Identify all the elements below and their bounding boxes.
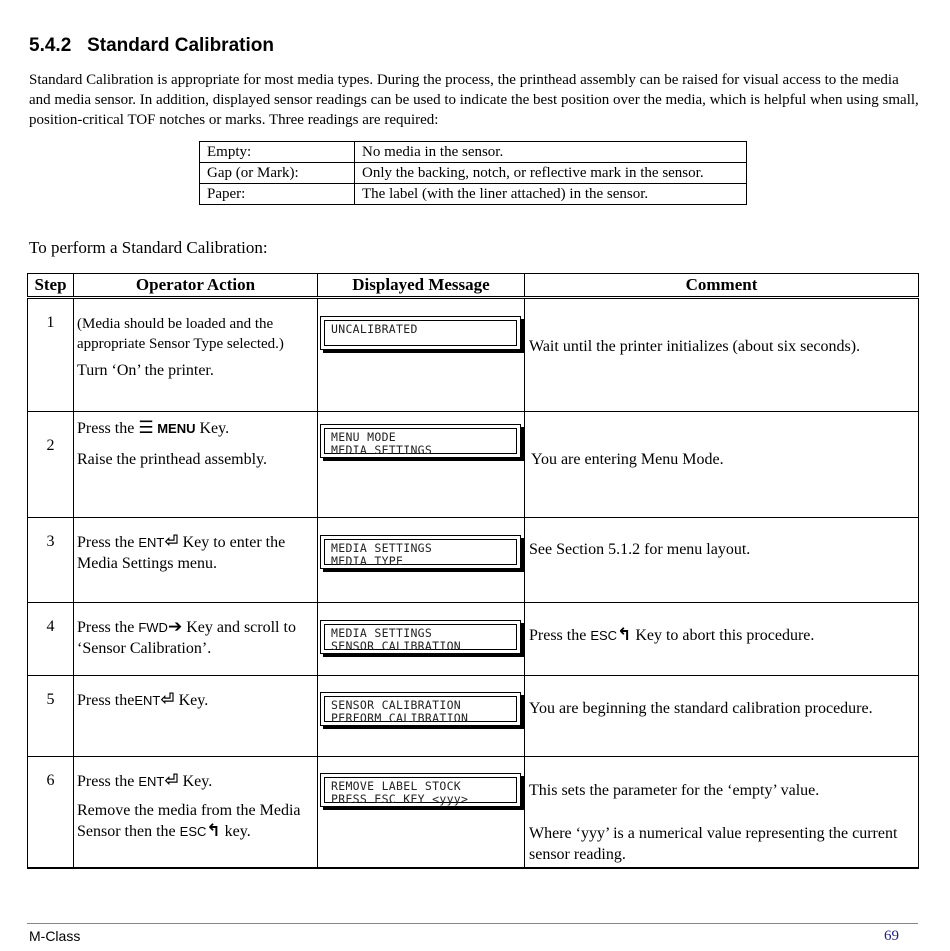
esc-key	[590, 625, 632, 645]
lcd-display	[320, 316, 521, 350]
step-number: 5	[28, 676, 74, 757]
step-number: 2	[28, 412, 74, 518]
comment: Wait until the printer initializes (about six seconds).	[525, 298, 919, 412]
fwd-key	[138, 617, 183, 637]
action-text: Turn ‘On’ the printer.	[77, 362, 214, 379]
table-row	[28, 603, 919, 676]
escape-arrow-icon: ↰	[206, 821, 221, 841]
lcd-line-1: SENSOR CALIBRATION	[331, 698, 462, 712]
step-number: 1	[28, 298, 74, 412]
action-text: Press the	[77, 773, 135, 790]
ent-key	[138, 532, 179, 552]
reading-label: Paper:	[200, 184, 355, 205]
readings-table	[199, 141, 747, 205]
action-text: key.	[224, 823, 251, 840]
comment-text: Where ‘yyy’ is a numerical value representing the current sensor reading.	[529, 825, 898, 863]
displayed-message	[318, 757, 525, 868]
action-text: Key.	[199, 420, 230, 437]
operator-action	[74, 518, 318, 603]
section-heading	[29, 35, 274, 57]
action-text: Press the	[77, 534, 135, 551]
table-row	[28, 518, 919, 603]
table-row	[28, 412, 919, 518]
readings-row	[200, 184, 747, 205]
lcd-line-2: SENSOR CALIBRATION	[331, 638, 462, 653]
operator-action	[74, 412, 318, 518]
action-text: Raise the printhead assembly.	[77, 451, 268, 468]
operator-action	[74, 757, 318, 868]
forward-arrow-icon: ➔	[167, 617, 183, 637]
key-label: ENT	[138, 774, 165, 789]
displayed-message	[318, 676, 525, 757]
key-label: ESC	[590, 628, 618, 643]
header-action: Operator Action	[74, 274, 318, 298]
header-comment: Comment	[525, 274, 919, 298]
menu-list-icon: ☰	[138, 418, 154, 438]
comment: See Section 5.1.2 for menu layout.	[525, 518, 919, 603]
readings-row	[200, 163, 747, 184]
header-message: Displayed Message	[318, 274, 525, 298]
esc-key	[179, 821, 221, 841]
table-row	[28, 298, 919, 412]
enter-arrow-icon: ⏎	[160, 690, 175, 710]
key-label: ENT	[134, 693, 161, 708]
action-text: Key.	[182, 773, 213, 790]
reading-desc: No media in the sensor.	[355, 142, 747, 163]
lcd-line-1: MEDIA SETTINGS	[331, 541, 433, 555]
lcd-line-1: UNCALIBRATED	[331, 322, 418, 336]
footer-divider	[27, 923, 918, 924]
comment-text: This sets the parameter for the ‘empty’ value.	[529, 782, 820, 799]
lcd-display	[320, 535, 521, 569]
table-header-row	[28, 274, 919, 298]
comment: You are entering Menu Mode.	[525, 412, 919, 518]
escape-arrow-icon: ↰	[617, 625, 632, 645]
reading-desc: Only the backing, notch, or reflective mark in the sensor.	[355, 163, 747, 184]
lcd-display	[320, 773, 521, 807]
perform-intro: To perform a Standard Calibration:	[29, 238, 268, 257]
reading-desc: The label (with the liner attached) in the sensor.	[355, 184, 747, 205]
action-text: Press the	[77, 692, 135, 709]
operator-action	[74, 676, 318, 757]
comment: You are beginning the standard calibration procedure.	[525, 676, 919, 757]
displayed-message	[318, 603, 525, 676]
key-label: FWD	[138, 620, 168, 635]
reading-label: Empty:	[200, 142, 355, 163]
key-label: ENT	[138, 535, 165, 550]
action-text: Press the	[77, 420, 135, 437]
table-row	[28, 676, 919, 757]
lcd-display	[320, 424, 521, 458]
lcd-line-1: MENU MODE	[331, 430, 397, 444]
comment	[525, 603, 919, 676]
key-label: ESC	[179, 824, 207, 839]
key-label: MENU	[157, 421, 196, 436]
page-number: 69	[884, 928, 899, 944]
action-text: Remove the media from the Media Sensor then the	[77, 802, 301, 840]
header-step: Step	[28, 274, 74, 298]
calibration-steps-table	[27, 273, 919, 869]
lcd-line-2: PERFORM CALIBRATION	[331, 710, 469, 725]
action-text: Key to enter the Media Settings menu.	[77, 534, 286, 572]
lcd-display	[320, 692, 521, 726]
displayed-message	[318, 412, 525, 518]
lcd-line-2: PRESS ESC KEY <yyy>	[331, 791, 469, 806]
operator-action	[74, 298, 318, 412]
displayed-message	[318, 518, 525, 603]
action-text: Key and scroll to ‘Sensor Calibration’.	[77, 619, 296, 657]
lcd-display	[320, 620, 521, 654]
action-note: (Media should be loaded and the appropriate Sensor Type selected.)	[77, 316, 284, 352]
table-row	[28, 757, 919, 868]
displayed-message	[318, 298, 525, 412]
footer-product: M-Class	[29, 928, 81, 944]
section-title: Standard Calibration	[87, 35, 274, 56]
enter-arrow-icon: ⏎	[164, 532, 179, 552]
intro-paragraph: Standard Calibration is appropriate for most media types. During the process, the printhead assembly can be raised for visual access to the media and media sensor. In addition, displayed sensor readings can be used to indicate the best position over the media, which is helpful when using small, position-critical TOF notches or marks. Three readings are required:	[29, 72, 919, 128]
ent-key	[134, 690, 175, 710]
step-number: 6	[28, 757, 74, 868]
lcd-line-1: MEDIA SETTINGS	[331, 626, 433, 640]
action-text: Press the	[77, 619, 135, 636]
enter-arrow-icon: ⏎	[164, 771, 179, 791]
menu-key	[138, 418, 196, 438]
comment-text: Key to abort this procedure.	[635, 627, 815, 644]
lcd-line-2: MEDIA TYPE	[331, 553, 404, 568]
operator-action	[74, 603, 318, 676]
step-number: 4	[28, 603, 74, 676]
comment	[525, 757, 919, 868]
lcd-line-2: MEDIA SETTINGS	[331, 442, 433, 457]
section-number: 5.4.2	[29, 35, 72, 56]
lcd-line-1: REMOVE LABEL STOCK	[331, 779, 462, 793]
action-text: Key.	[178, 692, 209, 709]
reading-label: Gap (or Mark):	[200, 163, 355, 184]
comment-text: Press the	[529, 627, 587, 644]
readings-row	[200, 142, 747, 163]
step-number: 3	[28, 518, 74, 603]
ent-key	[138, 771, 179, 791]
